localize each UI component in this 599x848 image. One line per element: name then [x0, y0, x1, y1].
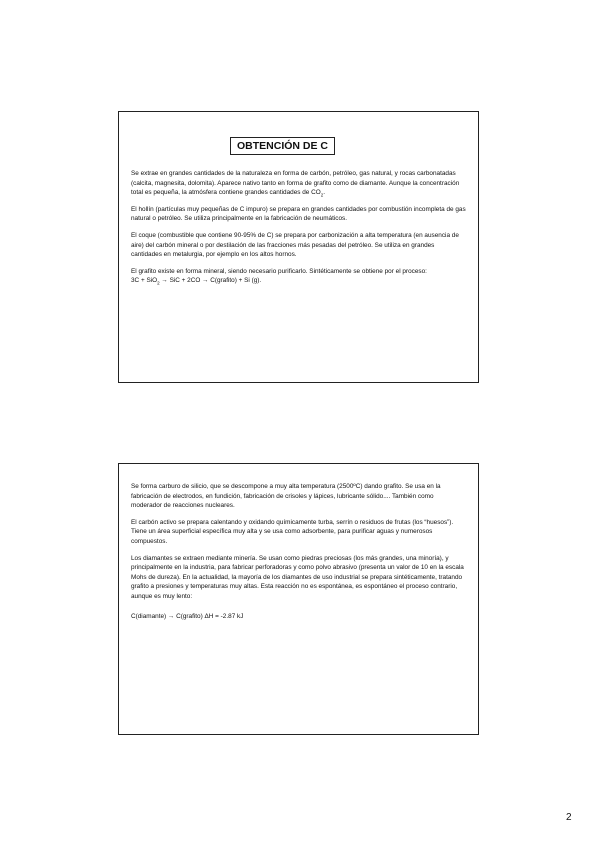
slide-2	[118, 463, 479, 735]
slide-1-content	[131, 169, 466, 293]
slide-1	[118, 111, 479, 383]
slide-title: OBTENCIÓN DE C	[230, 137, 335, 155]
paragraph-diamantes: Los diamantes se extraen mediante minería. Se usan como piedras preciosas (los más grandes, una minoría), y principalmente en la industria, para fabricar perforadoras y como polvo abrasivo (presenta un valor de 10 en la escala Mohs de dureza). En la actualidad, la mayoría de los diamantes de uso industrial se prepara sintéticamente, tratando grafito a presiones y temperaturas muy altas. Esta reacción no es espontánea, es espontáneo el proceso contrario, aunque es muy lento:	[131, 554, 464, 600]
paragraph-carburo: Se forma carburo de silicio, que se descompone a muy alta temperatura (2500ºC) dando grafito. Se usa en la fabricación de electrodos, en fundición, fabricación de crisoles y lápices, lubricante sólido.... También como moderador de reacciones nucleares.	[131, 483, 441, 510]
paragraph-coque: El coque (combustible que contiene 90-95% de C) se prepara por carbonización a alta temperatura (en ausencia de aire) del carbón mineral o por destilación de las fracciones más pesadas del petróleo. Se utiliza en grandes cantidades en metalurgia, por ejemplo en los altos hornos.	[131, 231, 459, 259]
equation-grafito: 3C + SiO$_2$ → SiC + 2CO → C(grafito) + Si (g).	[131, 277, 262, 286]
slide-2-content	[131, 482, 466, 628]
paragraph-hollin: El hollín (partículas muy pequeñas de C impuro) se prepara en grandes cantidades por combustión incompleta de gas natural o petróleo. Se utiliza principalmente en la fabricación de neumáticos.	[131, 205, 466, 223]
paragraph-extraction: Se extrae en grandes cantidades de la naturaleza en forma de carbón, petróleo, gas natural, y rocas carbonatadas (calcita, magnesita, dolomita). Aparece nativo tanto en forma de grafito como de diamante. Aunque la concentración total es pequeña, la atmósfera contiene grandes cantidades de $CO_2$.	[131, 170, 460, 198]
paragraph-carbon-activo: El carbón activo se prepara calentando y oxidando químicamente turba, serrín o residuos de frutas (los “huesos”). Tiene un área superficial específica muy alta y se usa como adsorbente, para purificar aguas y numerosos compuestos.	[131, 518, 454, 545]
paragraph-grafito: El grafito existe en forma mineral, siendo necesario purificarlo. Sintéticamente se obtiene por el proceso:	[131, 267, 427, 275]
equation-diamante: C(diamante) → C(grafito) ΔH = -2.87 kJ	[131, 612, 244, 620]
page-number: 2	[566, 812, 572, 823]
